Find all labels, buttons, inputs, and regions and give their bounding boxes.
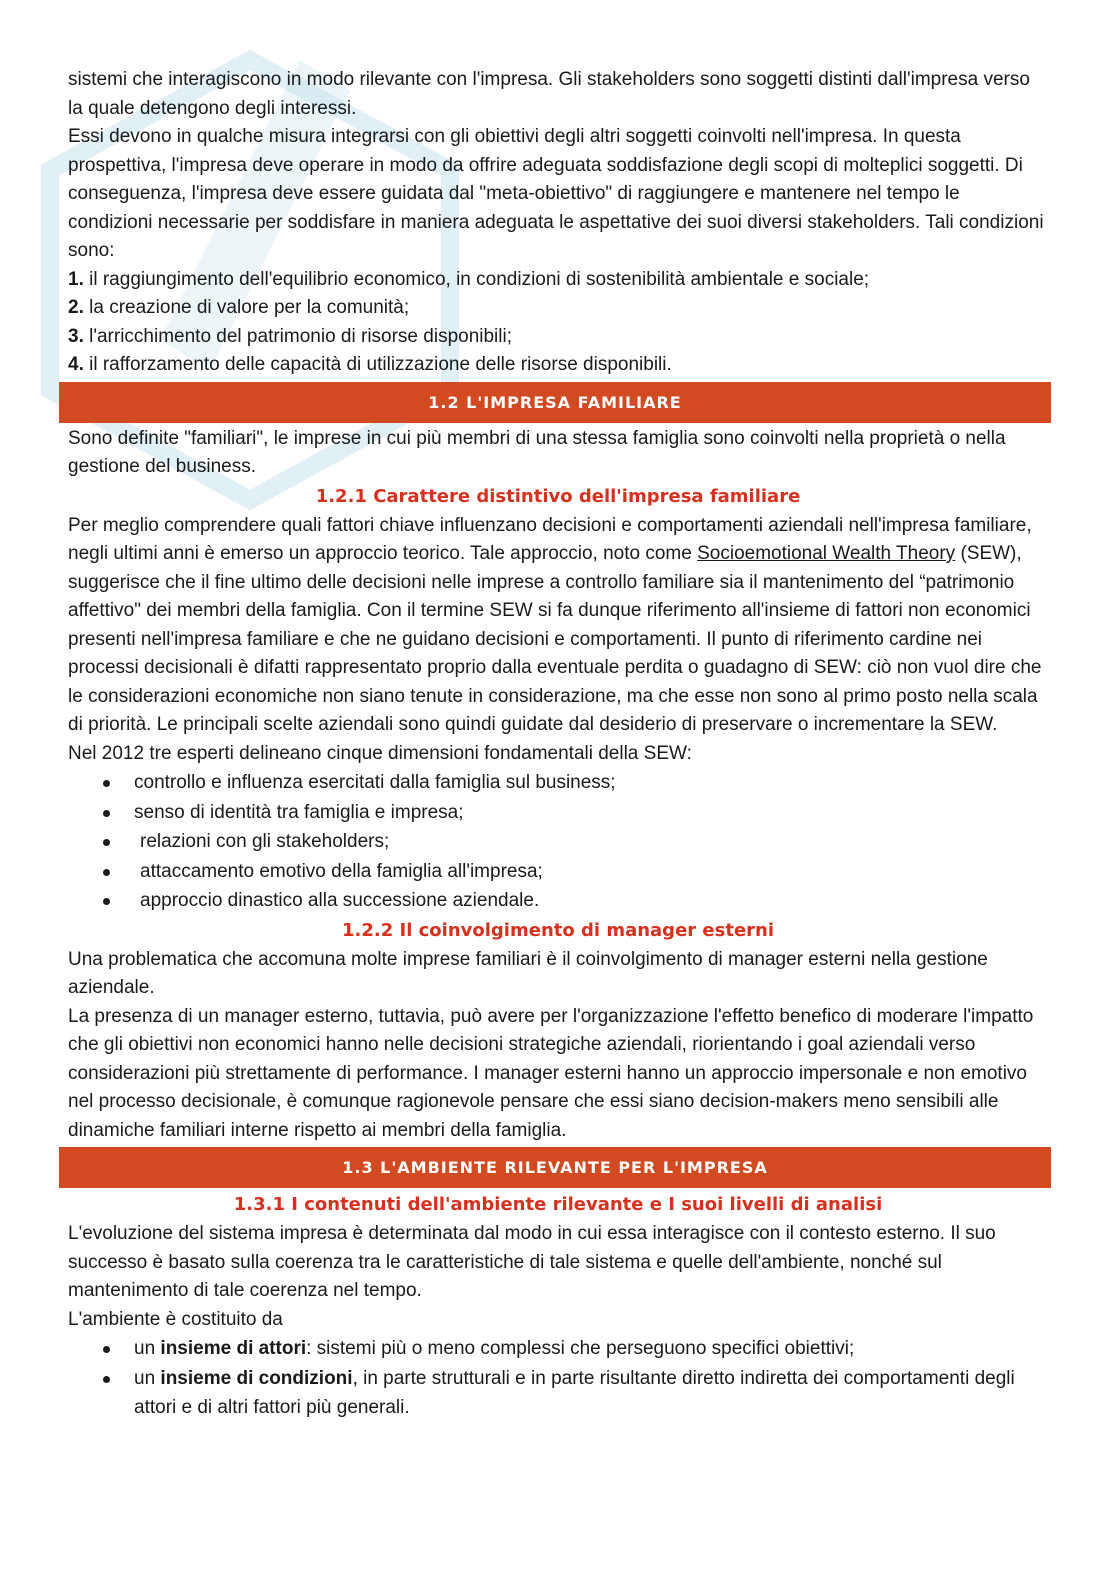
list-item: un insieme di attori: sistemi più o meno complessi che perseguono specifici obiettivi; — [68, 1334, 1048, 1364]
section-heading-1-2: 1.2 L'IMPRESA FAMILIARE — [59, 382, 1051, 423]
section-1-2-paragraph-1: Sono definite "familiari", le imprese in cui più membri di una stessa famiglia sono coinvolti nella proprietà o nella gestione del business. — [68, 427, 1006, 477]
section-heading-1-3: 1.3 L'AMBIENTE RILEVANTE PER L'IMPRESA — [59, 1147, 1051, 1188]
subheading-1-3-1: 1.3.1 I contenuti dell'ambiente rilevante e I suoi livelli di analisi — [233, 1194, 883, 1215]
condition-item: 3. l'arricchimento del patrimonio di risorse disponibili; — [68, 325, 512, 347]
intro-paragraph-2: Essi devono in qualche misura integrarsi con gli obiettivi degli altri soggetti coinvolti nell'impresa. In questa prospettiva, l'impresa deve operare in modo da offrire adeguata soddisfazione degli scopi di molteplici soggetti. Di conseguenza, l'impresa deve essere guidata dal "meta-obiettivo" di raggiungere e mantenere nel tempo le condizioni necessarie per soddisfare in maniera adeguata le aspettative dei suoi diversi stakeholders. Tali condizioni sono: — [68, 126, 1044, 261]
list-item: un insieme di condizioni, in parte strutturali e in parte risultante diretto indiretta dei comportamenti degli attori e di altri fattori più generali. — [68, 1364, 1048, 1423]
list-item: approccio dinastico alla successione aziendale. — [68, 886, 1048, 916]
section-1-2-1-paragraph-2: Nel 2012 tre esperti delineano cinque dimensioni fondamentali della SEW: — [68, 742, 692, 764]
subheading-1-2-2: 1.2.2 Il coinvolgimento di manager esterni — [341, 919, 775, 941]
list-item: controllo e influenza esercitati dalla famiglia sul business; — [68, 768, 1048, 798]
condition-item: 1. il raggiungimento dell'equilibrio economico, in condizioni di sostenibilità ambientale e sociale; — [68, 268, 870, 290]
subheading-1-2-1: 1.2.1 Carattere distintivo dell'impresa familiare — [315, 485, 801, 507]
sew-theory-link[interactable]: Socioemotional Wealth Theory — [697, 543, 956, 564]
section-1-2-1-paragraph: Per meglio comprendere quali fattori chiave influenzano decisioni e comportamenti aziendali nell'impresa familiare, negli ultimi anni è emerso un approccio teorico. Tale approccio, noto come Socioemotional Wealth Theory (SEW), suggerisce che il fine ultimo delle decisioni nelle imprese a controllo familiare sia il mantenimento del “patrimonio affettivo" dei membri della famiglia. Con il termine SEW si fa dunque riferimento all'insieme di fattori non economici presenti nell'impresa familiare e che ne guidano decisioni e comportamenti. Il punto di riferimento cardine nei processi decisionali è difatti rappresentato proprio dalla eventuale perdita o guadagno di SEW: ciò non vuol dire che le considerazioni economiche non siano tenute in considerazione, ma che esse non sono al primo posto nella scala di priorità. Le principali scelte aziendali sono quindi guidate dal desiderio di preservare o incrementare la SEW. — [68, 514, 1042, 735]
list-item: relazioni con gli stakeholders; — [68, 827, 1048, 857]
list-item: attaccamento emotivo della famiglia all'impresa; — [68, 857, 1048, 887]
condition-item: 2. la creazione di valore per la comunità; — [68, 297, 410, 318]
section-1-3-1-paragraph-1: L'evoluzione del sistema impresa è determinata dal modo in cui essa interagisce con il contesto esterno. Il suo successo è basato sulla coerenza tra le caratteristiche di tale sistema e quelle dell'ambiente, nonché sul mantenimento di tale coerenza nel tempo. — [68, 1223, 996, 1301]
intro-paragraph-1: sistemi che interagiscono in modo rilevante con l'impresa. Gli stakeholders sono soggetti distinti dall'impresa verso la quale detengono degli interessi. — [68, 69, 1030, 119]
sew-dimensions-list — [68, 768, 1048, 916]
section-1-2-2-paragraph-1: Una problematica che accomuna molte imprese familiari è il coinvolgimento di manager esterni nella gestione aziendale. — [68, 948, 988, 998]
document-page — [68, 66, 1048, 1423]
section-1-3-1-paragraph-2: L'ambiente è costituito da — [68, 1308, 283, 1330]
condition-item: 4. il rafforzamento delle capacità di utilizzazione delle risorse disponibili. — [68, 354, 672, 375]
list-item: senso di identità tra famiglia e impresa; — [68, 798, 1048, 828]
section-1-2-2-paragraph-2: La presenza di un manager esterno, tuttavia, può avere per l'organizzazione l'effetto benefico di moderare l'impatto che gli obiettivi non economici hanno nelle decisioni strategiche aziendali, riorientando i goal aziendali verso considerazioni più strettamente di performance. I manager esterni hanno un approccio impersonale e non emotivo nel processo decisionale, è comunque ragionevole pensare che essi siano decision-makers meno sensibili alle dinamiche familiari interne rispetto ai membri della famiglia. — [68, 1005, 1034, 1141]
conditions-list — [68, 266, 1048, 380]
environment-list — [68, 1334, 1048, 1423]
